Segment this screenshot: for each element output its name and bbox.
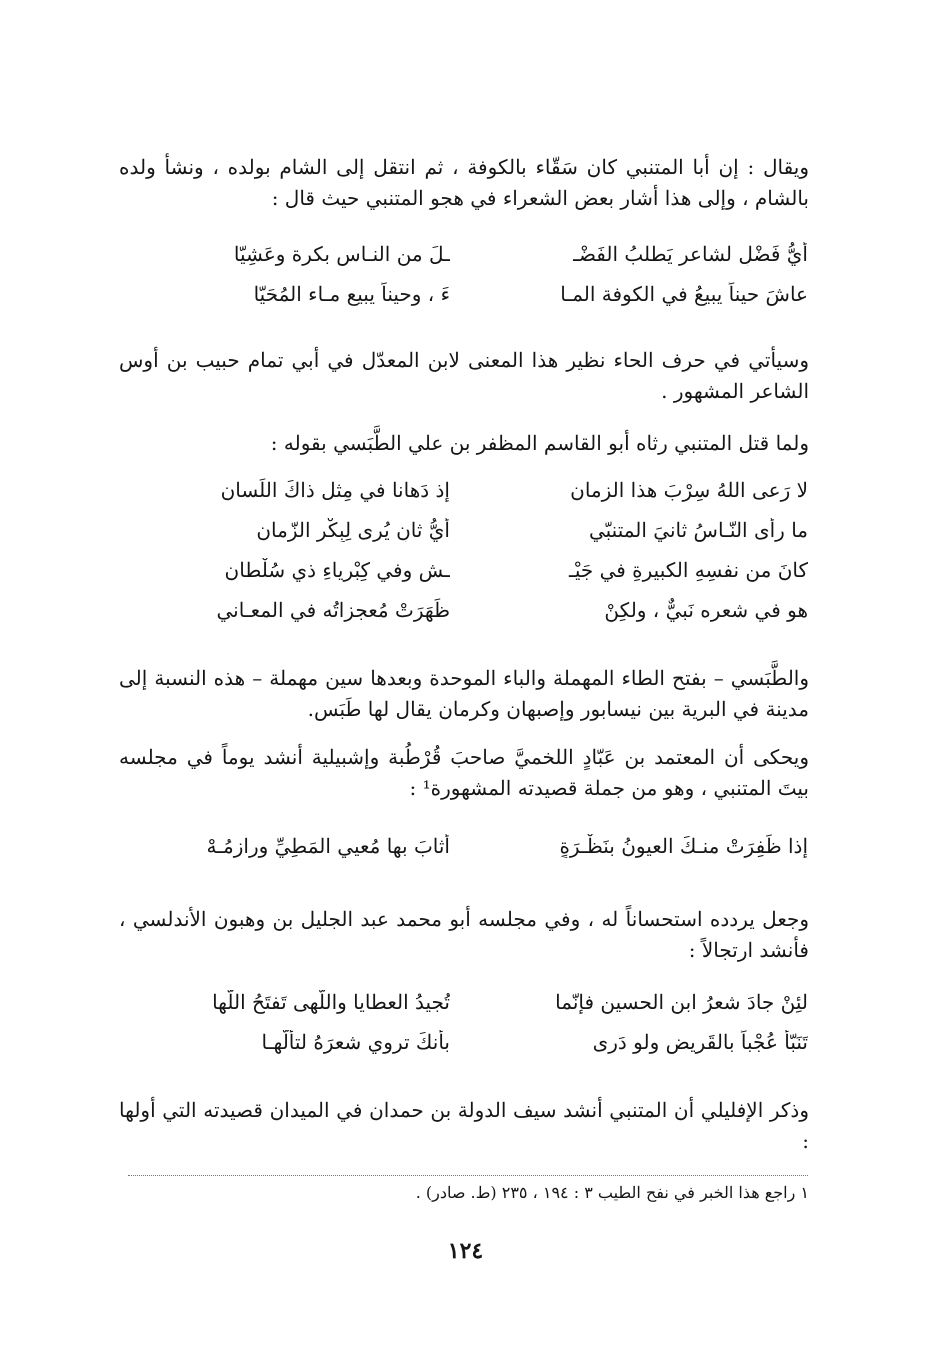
verse-second-hemistich: ءَ ، وحيناً يبيع مـاء المُحَيّا bbox=[253, 282, 450, 306]
verse-line bbox=[128, 834, 808, 874]
paragraph-al-mutamid: ويحكى أن المعتمد بن عَبّادٍ اللخميَّ صاحبَ قُرْطُبة وإشبيلية أنشد يوماً في مجلسه بيتَ المتنبي ، وهو من جملة قصيدته المشهورة¹ : bbox=[119, 745, 809, 800]
footnote-divider bbox=[128, 1175, 808, 1176]
verse-line bbox=[128, 1030, 808, 1070]
poem-block-2 bbox=[128, 478, 808, 638]
verse-first-hemistich: أيُّ فَضْلٍ لشاعرٍ يَطلبُ الفَضْـ bbox=[573, 242, 808, 266]
verse-second-hemistich: ـشٍ وفي كِبْرياءِ ذي سُلْطانِ bbox=[224, 558, 450, 582]
verse-line bbox=[128, 478, 808, 518]
paragraph-al-iflili: وذكر الإفليلي أن المتنبي أنشد سيف الدولة بن حمدان في الميدان قصيدته التي أولها : bbox=[119, 1098, 809, 1153]
verse-second-hemistich: بأنكَ تروي شعرَهُ لتألّهـا bbox=[261, 1030, 450, 1054]
paragraph-tabasi-nisba: والطَّبَسي – بفتح الطاء المهملة والباء الموحدة وبعدها سين مهملة – هذه النسبة إلى مدينة في البرية بين نيسابور وإصبهان وكرمان يقال لها طَبَس. bbox=[119, 666, 809, 721]
verse-line bbox=[128, 598, 808, 638]
paragraph-tabasi-elegy: ولما قتل المتنبي رثاه أبو القاسم المظفر بن علي الطَّبَسي بقوله : bbox=[270, 431, 809, 455]
verse-first-hemistich: لا رَعى اللهُ سِرْبَ هذا الزمانِ bbox=[570, 478, 808, 502]
verse-second-hemistich: أيُّ ثانٍ يُرى لِبِكْرِ الزّمانِ bbox=[256, 518, 450, 542]
verse-line bbox=[128, 242, 808, 282]
paragraph-ibn-wahbun: وجعل يردده استحساناً له ، وفي مجلسه أبو محمد عبد الجليل بن وهبون الأندلسي ، فأنشد ارتجالاً : bbox=[119, 907, 809, 962]
poem-block-1 bbox=[128, 242, 808, 322]
verse-second-hemistich: ظَهَرَتْ مُعجزاتُه في المعـاني bbox=[216, 598, 450, 622]
verse-first-hemistich: تَنَبّأَ عُجْباً بالقَريضِ ولو دَرى bbox=[592, 1030, 808, 1054]
verse-first-hemistich: عاشَ حيناً يبيعُ في الكوفة المـا bbox=[560, 282, 808, 306]
page-number: ١٢٤ bbox=[447, 1238, 484, 1264]
verse-first-hemistich: كانَ من نفسِهِ الكبيرةِ في جَيْـ bbox=[568, 558, 808, 582]
verse-first-hemistich: هو في شعرِه نَبيٌّ ، ولكِنْ bbox=[604, 598, 808, 622]
paragraph-ibn-al-muaddal: وسيأتي في حرف الحاء نظير هذا المعنى لابن المعدّل في أبي تمام حبيب بن أوس الشاعر المشهور . bbox=[119, 348, 809, 403]
verse-line bbox=[128, 558, 808, 598]
paragraph-intro: ويقال : إن أبا المتنبي كان سَقّاء بالكوفة ، ثم انتقل إلى الشام بولده ، ونشأ ولده بالشام ، وإلى هذا أشار بعض الشعراء في هجو المتنبي حيث قال : bbox=[119, 155, 809, 210]
verse-line bbox=[128, 518, 808, 558]
verse-line bbox=[128, 990, 808, 1030]
poem-block-3 bbox=[128, 990, 808, 1070]
single-verse-block bbox=[128, 834, 808, 874]
verse-second-hemistich: ـلَ من النـاس بكرة وعَشِيّا bbox=[233, 242, 450, 266]
verse-line bbox=[128, 282, 808, 322]
verse-first-hemistich: ما رأى النّـاسُ ثانيَ المتنبّي bbox=[588, 518, 808, 542]
footnote: ١ راجع هذا الخبر في نفح الطيب ٣ : ١٩٤ ، ٢٣٥ (ط. صادر) . bbox=[415, 1183, 809, 1202]
verse-second-hemistich: أثابَ بها مُعيي المَطِيِّ ورازِمُـهْ bbox=[206, 834, 450, 858]
verse-first-hemistich: لئِنْ جادَ شعرُ ابنِ الحسينِ فإنّما bbox=[555, 990, 808, 1014]
verse-second-hemistich: إذ دَهانا في مِثلِ ذاكَ اللِّسانِ bbox=[220, 478, 450, 502]
verse-second-hemistich: تُجيدُ العطايا واللُّهى تَفتَحُ اللَّها bbox=[212, 990, 450, 1014]
verse-first-hemistich: إذا ظَفِرَتْ منـكَ العيونُ بنَظْـرَةٍ bbox=[559, 834, 808, 858]
